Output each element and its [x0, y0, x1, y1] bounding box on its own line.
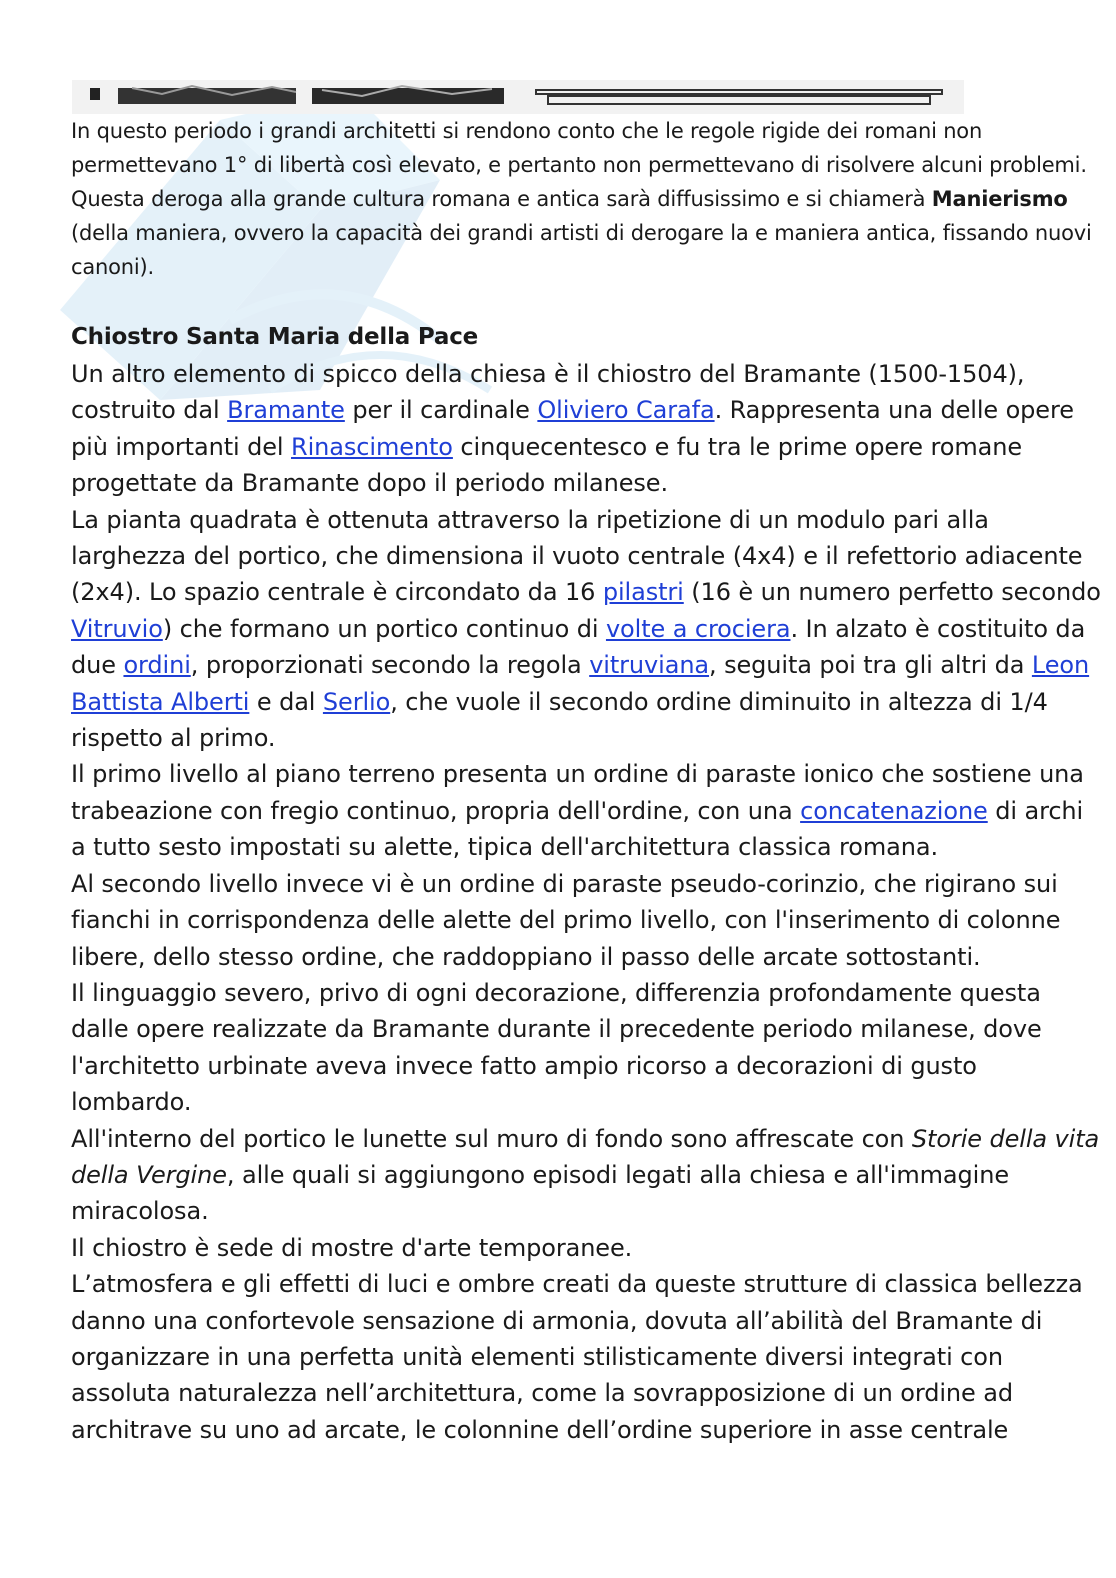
section-body — [71, 356, 1101, 1456]
link-bramante[interactable]: Bramante — [227, 396, 345, 425]
architectural-drawing-fragment — [72, 80, 964, 114]
link-rinascimento[interactable]: Rinascimento — [291, 432, 453, 461]
link-ordini[interactable]: ordini — [123, 651, 191, 680]
intro-paragraph: In questo periodo i grandi architetti si rendono conto che le regole rigide dei romani non permettevano 1° di libertà così elevato, e pertanto non permettevano di risolvere alcuni problemi. Questa deroga alla grande cultura romana e antica sarà diffusissimo e si chiamerà Manierismo (della maniera, ovvero la capacità dei grandi artisti di derogare la e maniera antica, fissando nuovi canoni). — [71, 119, 1092, 279]
link-oliviero-carafa[interactable]: Oliviero Carafa — [537, 396, 715, 425]
paragraph-7: Il chiostro è sede di mostre d'arte temporanee. — [71, 1233, 633, 1262]
paragraph-3: Il primo livello al piano terreno presenta un ordine di paraste ionico che sostiene una trabeazione con fregio continuo, propria dell'ordine, con una concatenazione di archi a tutto sesto impostati su alette, tipica dell'architettura classica romana. — [71, 760, 1084, 862]
link-serlio[interactable]: Serlio — [322, 687, 391, 716]
paragraph-4: Al secondo livello invece vi è un ordine di paraste pseudo-corinzio, che rigirano sui fianchi in corrispondenza delle alette del primo livello, con l'inserimento di colonne libere, dello stesso ordine, che raddoppiano il passo delle arcate sottostanti. — [71, 869, 1061, 971]
link-pilastri[interactable]: pilastri — [602, 578, 684, 607]
link-volte-a-crociera[interactable]: volte a crociera — [605, 614, 791, 643]
link-vitruvio[interactable]: Vitruvio — [71, 614, 163, 643]
link-concatenazione[interactable]: concatenazione — [800, 796, 988, 825]
paragraph-5: Il linguaggio severo, privo di ogni decorazione, differenzia profondamente questa dalle opere realizzate da Bramante durante il precedente periodo milanese, dove l'architetto urbinate aveva invece fatto ampio ricorso a decorazioni di gusto lombardo. — [71, 978, 1042, 1117]
paragraph-1: Un altro elemento di spicco della chiesa è il chiostro del Bramante (1500-1504), costruito dal Bramante per il cardinale Oliviero Carafa. Rappresenta una delle opere più importanti del Rinascimento cinquecentesco e fu tra le prime opere romane progettate da Bramante dopo il periodo milanese. — [71, 360, 1074, 498]
paragraph-6: All'interno del portico le lunette sul muro di fondo sono affrescate con Storie della vita della Vergine, alle quali si aggiungono episodi legati alla chiesa e all'immagine miracolosa. — [71, 1124, 1100, 1226]
section-heading: Chiostro Santa Maria della Pace — [71, 324, 479, 350]
paragraph-2: La pianta quadrata è ottenuta attraverso la ripetizione di un modulo pari alla larghezza del portico, che dimensiona il vuoto centrale (4x4) e il refettorio adiacente (2x4). Lo spazio centrale è circondato da 16 pilastri (16 è un numero perfetto secondo Vitruvio) che formano un portico continuo di volte a crociera. In alzato è costituito da due ordini, proporzionati secondo la regola vitruviana, seguita poi tra gli altri da Leon Battista Alberti e dal Serlio, che vuole il secondo ordine diminuito in altezza di 1/4 rispetto al primo. — [71, 505, 1101, 753]
paragraph-8: L’atmosfera e gli effetti di luci e ombre creati da queste strutture di classica bellezza danno una confortevole sensazione di armonia, dovuta all’abilità del Bramante di organizzare in una perfetta unità elementi stilisticamente diversi integrati con assoluta naturalezza nell’architettura, come la sovrapposizione di un ordine ad architrave su uno ad arcate, le colonnine dell’ordine superiore in asse centrale — [71, 1270, 1083, 1444]
link-vitruviana[interactable]: vitruviana — [589, 651, 710, 680]
bold-term: Manierismo — [931, 187, 1068, 211]
link-leon-battista-alberti[interactable]: Leon Battista Alberti — [71, 651, 1090, 716]
